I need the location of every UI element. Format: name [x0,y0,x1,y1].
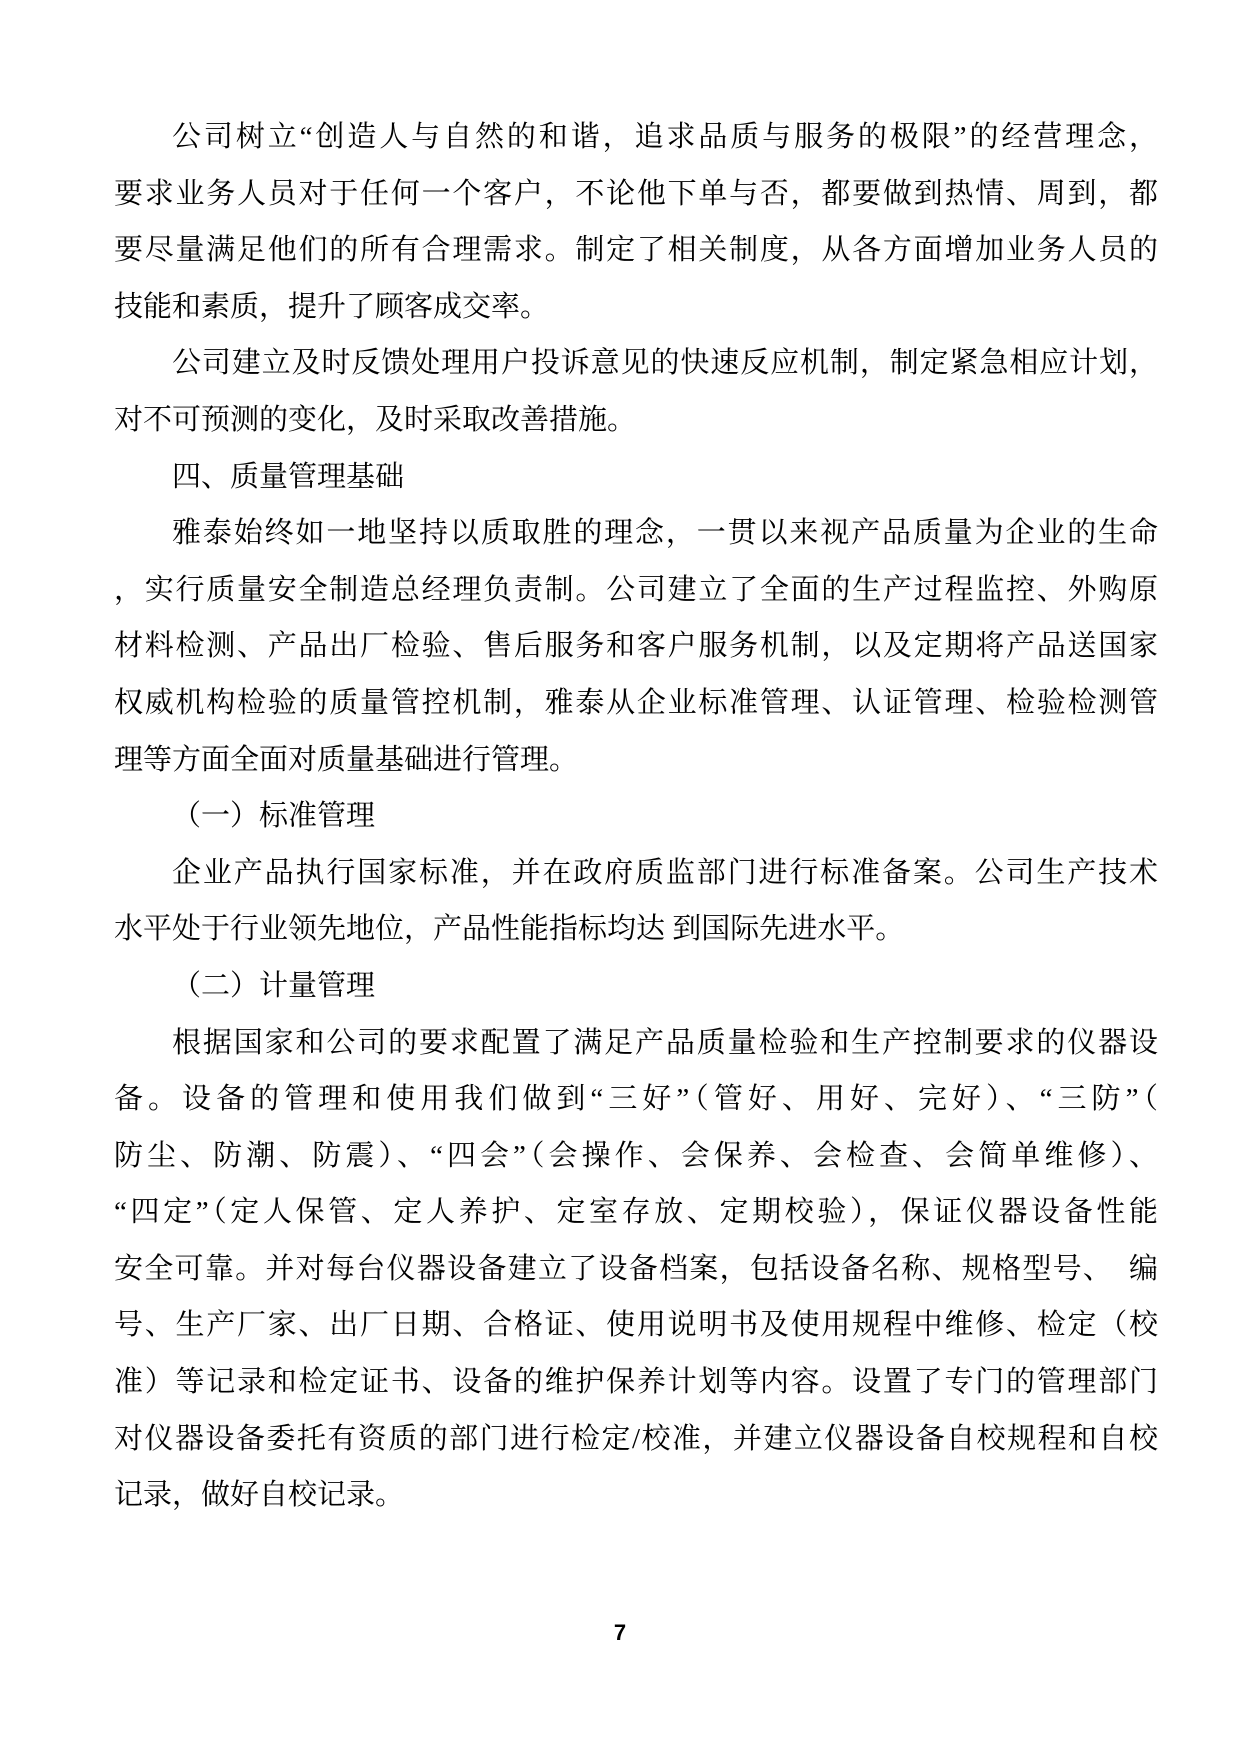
paragraph-line: 材料检测、产品出厂检验、售后服务和客户服务机制，以及定期将产品送国家 [114,630,1158,663]
paragraph-line: 记录，做好自校记录。 [114,1479,405,1512]
page-number: 7 [613,1620,627,1645]
paragraph-line: 理等方面全面对质量基础进行管理。 [114,743,579,776]
paragraph-line: 雅泰始终如一地坚持以质取胜的理念，一贯以来视产品质量为企业的生命 [172,517,1158,550]
paragraph-line: 号、生产厂家、出厂日期、合格证、使用说明书及使用规程中维修、检定（校 [114,1309,1158,1342]
paragraph-line: 企业产品执行国家标准，并在政府质监部门进行标准备案。公司生产技术 [172,856,1158,889]
section-heading: 四、质量管理基础 [172,460,405,493]
paragraph-line: “四定”（定人保管、定人养护、定室存放、定期校验），保证仪器设备性能 [114,1196,1158,1229]
paragraph-line: 公司树立“创造人与自然的和谐，追求品质与服务的极限”的经营理念， [172,121,1158,153]
paragraph-line: 公司建立及时反馈处理用户投诉意见的快速反应机制，制定紧急相应计划， [172,347,1158,380]
paragraph-line: 安全可靠。并对每台仪器设备建立了设备档案，包括设备名称、规格型号、 编 [114,1252,1158,1285]
paragraph-line: 技能和素质，提升了顾客成交率。 [114,290,550,323]
paragraph-line: 备。设备的管理和使用我们做到“三好”（管好、用好、完好）、“三防”（ [114,1083,1158,1116]
paragraph-line: 要尽量满足他们的所有合理需求。制定了相关制度，从各方面增加业务人员的 [114,234,1158,267]
paragraph-line: 水平处于行业领先地位，产品性能指标均达 到国际先进水平。 [114,913,905,946]
paragraph-line: 权威机构检验的质量管控机制，雅泰从企业标准管理、认证管理、检验检测管 [114,686,1158,719]
paragraph-line: ，实行质量安全制造总经理负责制。公司建立了全面的生产过程监控、外购原 [114,573,1158,606]
paragraph-line: 准）等记录和检定证书、设备的维护保养计划等内容。设置了专门的管理部门 [114,1366,1158,1399]
paragraph-line: 防尘、防潮、防震）、“四会”（会操作、会保养、会检查、会简单维修）、 [114,1139,1158,1172]
document-body [114,109,1158,1524]
paragraph-line: 要求业务人员对于任何一个客户，不论他下单与否，都要做到热情、周到，都 [114,177,1158,210]
subsection-heading: （二）计量管理 [172,969,376,1002]
paragraph-line: 对不可预测的变化，及时采取改善措施。 [114,403,637,436]
subsection-heading: （一）标准管理 [172,800,376,833]
paragraph-line: 根据国家和公司的要求配置了满足产品质量检验和生产控制要求的仪器设 [172,1026,1158,1059]
paragraph-line: 对仪器设备委托有资质的部门进行检定/校准，并建立仪器设备自校规程和自校 [114,1422,1158,1455]
